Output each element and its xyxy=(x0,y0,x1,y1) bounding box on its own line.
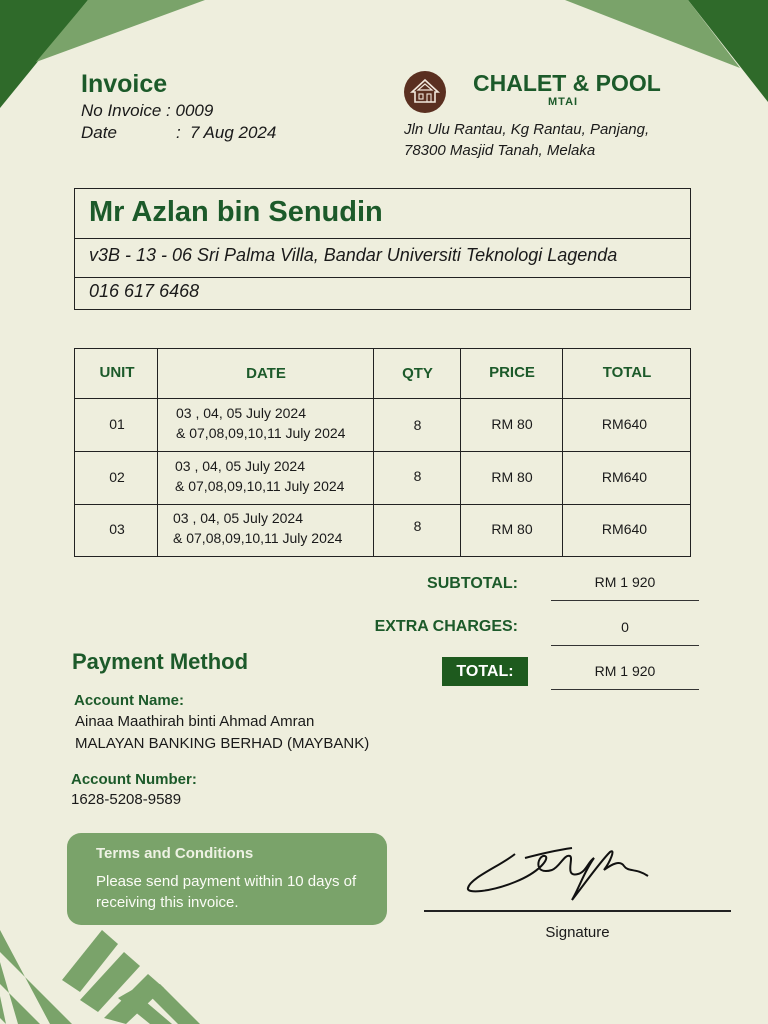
subtotal-label: SUBTOTAL: xyxy=(427,575,518,592)
table-header-qty: QTY xyxy=(402,365,433,382)
table-cell-total: RM640 xyxy=(601,521,648,537)
signature-label: Signature xyxy=(545,924,610,941)
table-cell-date-line2: & 07,08,09,10,11 July 2024 xyxy=(175,478,345,494)
total-label: TOTAL: xyxy=(442,657,528,686)
table-cell-date-line2: & 07,08,09,10,11 July 2024 xyxy=(173,530,343,546)
subtotal-divider xyxy=(551,600,699,601)
company-subname: MTAI xyxy=(548,96,579,108)
table-header-total: TOTAL xyxy=(602,364,652,381)
total-value: RM 1 920 xyxy=(594,663,656,679)
account-name: Ainaa Maathirah binti Ahmad Amran xyxy=(75,713,315,730)
table-cell-qty: 8 xyxy=(413,417,422,433)
extra-charges-divider xyxy=(551,645,699,646)
terms-title: Terms and Conditions xyxy=(96,845,254,862)
table-cell-date-line1: 03 , 04, 05 July 2024 xyxy=(176,405,306,421)
extra-charges-value: 0 xyxy=(621,619,629,635)
invoice-date-label: Date xyxy=(81,123,117,142)
company-logo xyxy=(404,71,446,113)
table-cell-price: RM 80 xyxy=(491,469,533,485)
table-cell-total: RM640 xyxy=(601,469,648,485)
table-cell-unit: 03 xyxy=(109,521,125,537)
table-header-date: DATE xyxy=(246,365,286,382)
account-number-label: Account Number: xyxy=(71,771,197,788)
invoice-date-value: 7 Aug 2024 xyxy=(190,123,277,142)
table-cell-price: RM 80 xyxy=(491,416,533,432)
table-cell-qty: 8 xyxy=(413,468,422,484)
table-cell-date-line2: & 07,08,09,10,11 July 2024 xyxy=(176,425,346,441)
extra-charges-label: EXTRA CHARGES: xyxy=(374,618,518,635)
customer-name: Mr Azlan bin Senudin xyxy=(89,196,383,228)
company-address-line1: Jln Ulu Rantau, Kg Rantau, Panjang, xyxy=(404,121,650,138)
table-cell-unit: 01 xyxy=(109,416,125,432)
signature-scribble xyxy=(460,836,660,906)
company-name: CHALET & POOL xyxy=(473,70,661,96)
account-name-label: Account Name: xyxy=(74,692,185,709)
invoice-title: Invoice xyxy=(81,70,168,98)
bank-name: MALAYAN BANKING BERHAD (MAYBANK) xyxy=(75,735,370,752)
table-header-price: PRICE xyxy=(489,364,535,381)
table-header-unit: UNIT xyxy=(99,364,135,381)
house-icon xyxy=(404,71,446,113)
customer-phone: 016 617 6468 xyxy=(89,281,200,301)
invoice-number: No Invoice : 0009 xyxy=(81,101,214,120)
invoice-date-colon: : xyxy=(176,123,181,142)
table-cell-total: RM640 xyxy=(601,416,648,432)
total-divider xyxy=(551,689,699,690)
payment-method-title: Payment Method xyxy=(72,649,249,674)
customer-address: v3B - 13 - 06 Sri Palma Villa, Bandar Universiti Teknologi Lagenda xyxy=(89,245,618,265)
terms-body: Please send payment within 10 days of receiving this invoice. xyxy=(96,873,357,911)
signature-line xyxy=(424,910,731,912)
table-cell-price: RM 80 xyxy=(491,521,533,537)
company-address-line2: 78300 Masjid Tanah, Melaka xyxy=(404,142,596,159)
table-cell-date-line1: 03 , 04, 05 July 2024 xyxy=(173,510,303,526)
account-number: 1628-5208-9589 xyxy=(71,791,182,808)
table-cell-unit: 02 xyxy=(109,469,125,485)
subtotal-value: RM 1 920 xyxy=(594,574,656,590)
table-cell-date-line1: 03 , 04, 05 July 2024 xyxy=(175,458,305,474)
table-cell-qty: 8 xyxy=(413,518,422,534)
